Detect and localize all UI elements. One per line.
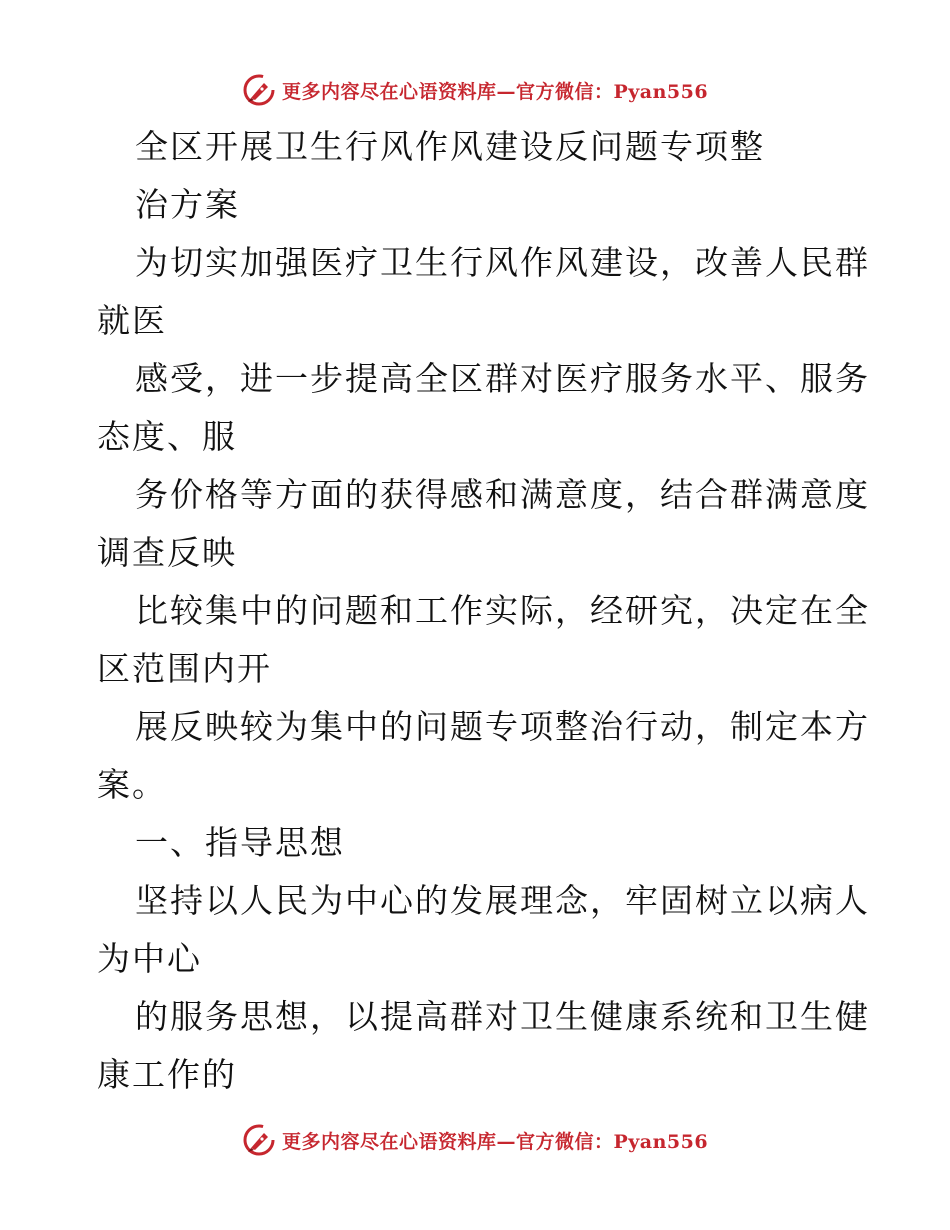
footer-watermark [0,1120,950,1160]
document-line: 展反映较为集中的问题专项整治行动，制定本方 [135,707,870,746]
document-line: 感受，进一步提高全区群对医疗服务水平、服务 [135,359,870,398]
fountain-pen-logo-icon [242,1123,276,1157]
document-line: 坚持以人民为中心的发展理念，牢固树立以病人 [135,881,870,920]
document-body [97,118,870,1104]
document-line: 康工作的 [97,1055,237,1094]
document-line: 区范围内开 [97,649,272,688]
watermark-text: 更多内容尽在心语资料库—官方微信：Pyan556 [281,80,709,103]
document-line: 调查反映 [97,533,237,572]
watermark-text: 更多内容尽在心语资料库—官方微信：Pyan556 [281,1130,709,1153]
document-line: 务价格等方面的获得感和满意度，结合群满意度 [135,475,870,514]
document-line: 比较集中的问题和工作实际，经研究，决定在全 [135,591,870,630]
document-line: 一、指导思想 [135,823,345,862]
document-line: 为切实加强医疗卫生行风作风建设，改善人民群 [135,243,870,282]
header-watermark [0,70,950,110]
document-line: 案。 [97,765,167,804]
document-line: 的服务思想，以提高群对卫生健康系统和卫生健 [135,997,870,1036]
fountain-pen-logo-icon [242,73,276,107]
document-line: 治方案 [135,185,240,224]
document-line: 就医 [97,301,167,340]
document-line: 为中心 [97,939,202,978]
document-line: 态度、服 [97,417,237,456]
document-line: 全区开展卫生行风作风建设反问题专项整 [135,127,765,166]
